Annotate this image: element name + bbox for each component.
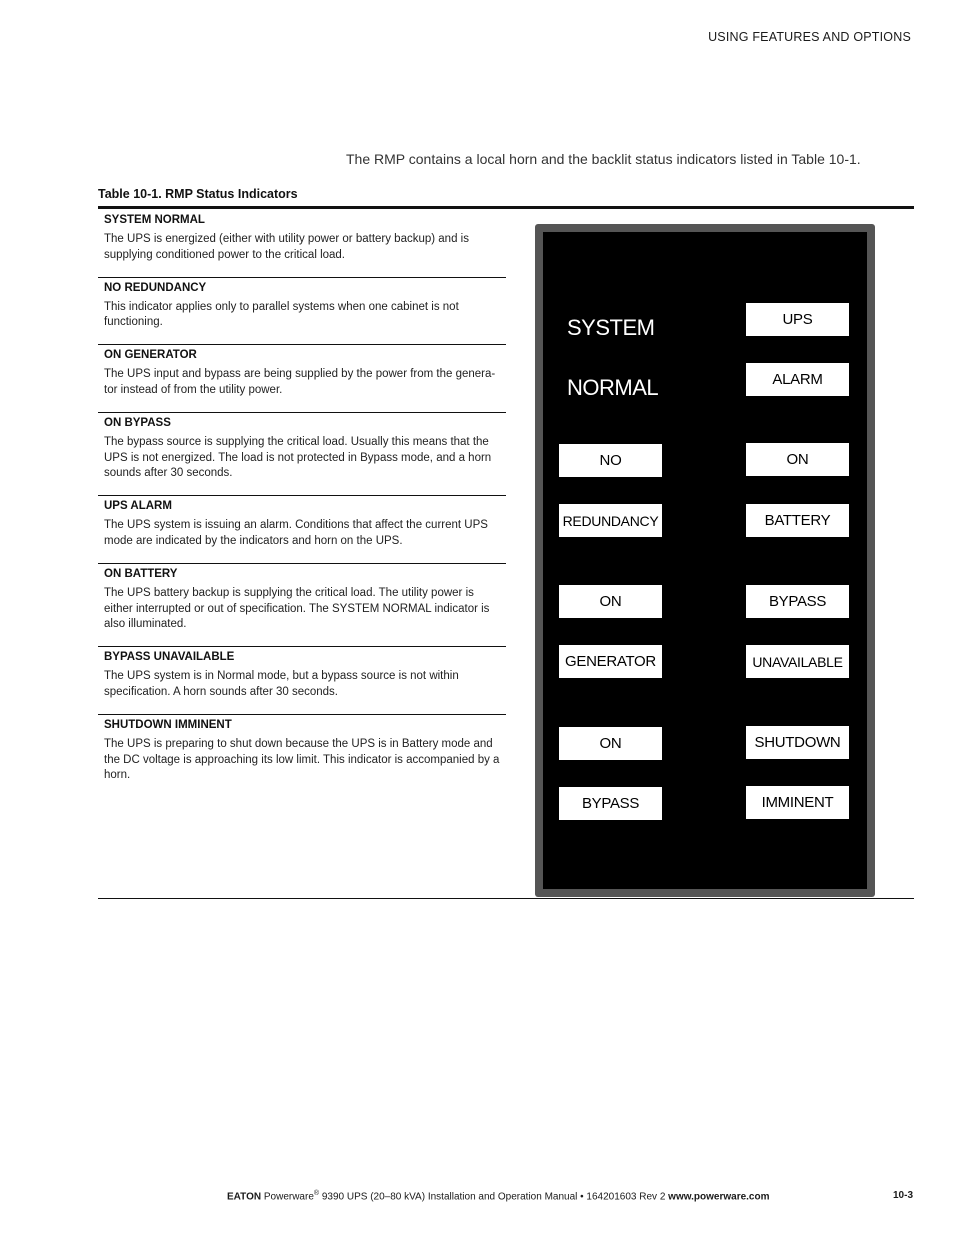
- indicator-name: SYSTEM NORMAL: [104, 214, 205, 226]
- indicator-no-redundancy: [98, 278, 506, 346]
- indicator-name: UPS ALARM: [104, 500, 172, 513]
- indicator-name: BYPASS UNAVAILABLE: [104, 651, 235, 664]
- lamp-ups: UPS: [746, 303, 849, 336]
- indicator-system-normal: [98, 210, 506, 278]
- lamp-shutdown: SHUTDOWN: [746, 726, 849, 759]
- rmp-panel-illustration: [535, 224, 875, 897]
- table-title: Table 10-1. RMP Status Indicators: [98, 187, 298, 201]
- intro-text: The RMP contains a local horn and the backlit status indicators listed in Table 10-1.: [346, 151, 861, 167]
- lamp-alarm: ALARM: [746, 363, 849, 396]
- indicator-name: ON BYPASS: [104, 416, 171, 429]
- indicator-shutdown-imminent: [98, 715, 506, 797]
- indicator-description: The UPS battery backup is supplying the critical load. The utility power is either interrupted or out of specification. The SYSTEM NORMAL indicator is also illuminated.: [104, 586, 490, 631]
- lamp-on-battery-top: ON: [746, 443, 849, 476]
- indicator-bypass-unavailable: [98, 647, 506, 715]
- footer-manual-info: 9390 UPS (20–80 kVA) Installation and Operation Manual • 164201603 Rev 2: [319, 1191, 669, 1203]
- indicator-name: ON GENERATOR: [104, 349, 197, 362]
- footer-url: www.powerware.com: [668, 1191, 770, 1203]
- section-header: USING FEATURES AND OPTIONS: [708, 30, 911, 44]
- panel-label-system: SYSTEM: [567, 315, 655, 340]
- lamp-generator: GENERATOR: [559, 645, 662, 678]
- table-bottom-rule: [98, 898, 914, 899]
- page-number: 10-3: [892, 1190, 913, 1201]
- lamp-redundancy: REDUNDANCY: [559, 504, 662, 537]
- indicator-list: [98, 210, 506, 797]
- indicator-on-bypass: [98, 413, 506, 496]
- lamp-on-generator-top: ON: [559, 585, 662, 618]
- footer-brand: EATON: [227, 1191, 262, 1203]
- indicator-description: The UPS system is issuing an alarm. Conditions that affect the current UPS mode are indicated by the indicators and horn on the UPS.: [104, 519, 488, 547]
- table-top-rule: [98, 206, 914, 209]
- footer-registered-mark: ®: [313, 1190, 320, 1197]
- indicator-ups-alarm: [98, 496, 506, 564]
- indicator-on-generator: [98, 345, 506, 413]
- indicator-description: The bypass source is supplying the critical load. Usually this means that the UPS is not energized. The load is not protected in Bypass mode, and a horn sounds after 30 seconds.: [104, 435, 492, 480]
- indicator-on-battery: [98, 564, 506, 647]
- indicator-description: The UPS system is in Normal mode, but a bypass source is not within specification. A horn sounds after 30 seconds.: [104, 670, 459, 698]
- indicator-description: This indicator applies only to parallel systems when one cabinet is not functioning.: [104, 300, 459, 329]
- lamp-battery: BATTERY: [746, 504, 849, 537]
- lamp-no: NO: [559, 444, 662, 477]
- page-footer: [227, 1190, 770, 1202]
- indicator-description: The UPS is preparing to shut down because the UPS is in Battery mode and the DC voltage is approaching its low limit. This indicator is accompanied by a horn.: [104, 737, 500, 782]
- panel-label-normal: NORMAL: [567, 375, 659, 400]
- indicator-description: The UPS is energized (either with utility power or battery backup) and is supplying conditioned power to the critical load.: [104, 233, 469, 261]
- indicator-name: SHUTDOWN IMMINENT: [104, 718, 232, 731]
- rmp-panel-face: [543, 232, 867, 889]
- lamp-imminent: IMMINENT: [746, 786, 849, 819]
- indicator-description: The UPS input and bypass are being supplied by the power from the genera-tor instead of from the utility power.: [104, 368, 496, 396]
- lamp-unavailable: UNAVAILABLE: [746, 645, 849, 678]
- lamp-bypass-top: BYPASS: [746, 585, 849, 618]
- lamp-bypass: BYPASS: [559, 787, 662, 820]
- footer-product: Powerware: [263, 1191, 314, 1203]
- indicator-name: ON BATTERY: [104, 567, 178, 580]
- lamp-on-bypass-top: ON: [559, 727, 662, 760]
- indicator-name: NO REDUNDANCY: [104, 281, 207, 294]
